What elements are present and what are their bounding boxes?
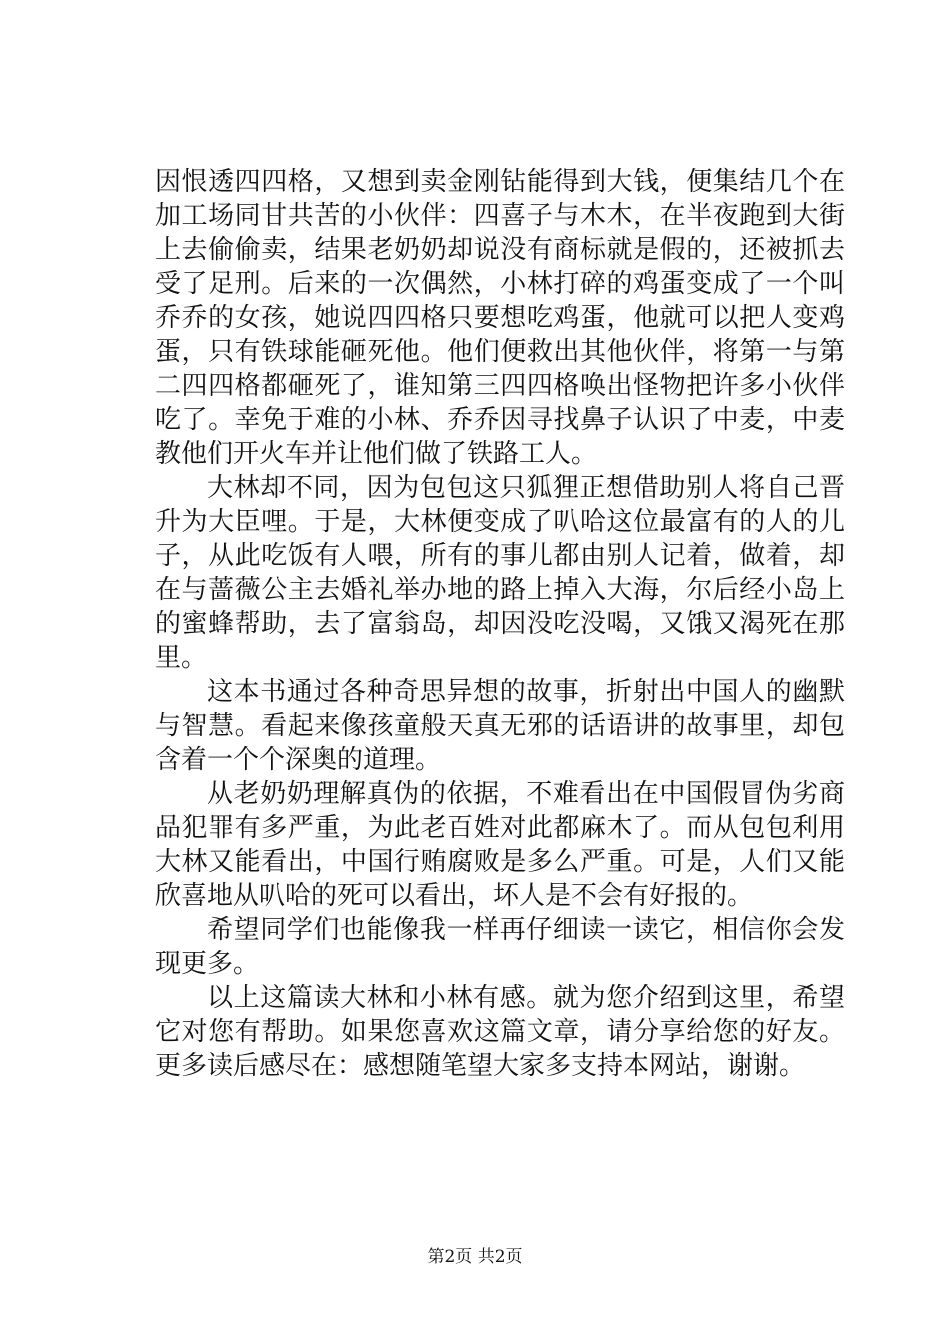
paragraph-6: 以上这篇读大林和小林有感。就为您介绍到这里，希望它对您有帮助。如果您喜欢这篇文章，请分享给您的好友。更多读后感尽在：感想随笔望大家多支持本网站，谢谢。 (155, 983, 845, 1081)
paragraph-2: 大林却不同，因为包包这只狐狸正想借助别人将自己晋升为大臣哩。于是，大林便变成了叭哈这位最富有的人的儿子，从此吃饭有人喂，所有的事儿都由别人记着，做着，却在与蔷薇公主去婚礼举办地的路上掉入大海，尔后经小岛上的蜜蜂帮助，去了富翁岛，却因没吃没喝，又饿又渴死在那里。 (155, 473, 845, 673)
paragraph-5: 希望同学们也能像我一样再仔细读一读它，相信你会发现更多。 (155, 915, 845, 979)
paragraph-3: 这本书通过各种奇思异想的故事，折射出中国人的幽默与智慧。看起来像孩童般天真无邪的话语讲的故事里，却包含着一个个深奥的道理。 (155, 677, 845, 775)
document-body (155, 165, 845, 1083)
page-number-footer: 第2页 共2页 (427, 1247, 523, 1267)
paragraph-4: 从老奶奶理解真伪的依据，不难看出在中国假冒伪劣商品犯罪有多严重，为此老百姓对此都麻木了。而从包包利用大林又能看出，中国行贿腐败是多么严重。可是，人们又能欣喜地从叭哈的死可以看出，坏人是不会有好报的。 (155, 779, 845, 911)
paragraph-1: 因恨透四四格，又想到卖金刚钻能得到大钱，便集结几个在加工场同甘共苦的小伙伴：四喜子与木木，在半夜跑到大街上去偷偷卖，结果老奶奶却说没有商标就是假的，还被抓去受了足刑。后来的一次偶然，小林打碎的鸡蛋变成了一个叫乔乔的女孩，她说四四格只要想吃鸡蛋，他就可以把人变鸡蛋，只有铁球能砸死他。他们便救出其他伙伴，将第一与第二四四格都砸死了，谁知第三四四格唤出怪物把许多小伙伴吃了。幸免于难的小林、乔乔因寻找鼻子认识了中麦，中麦教他们开火车并让他们做了铁路工人。 (155, 167, 845, 469)
